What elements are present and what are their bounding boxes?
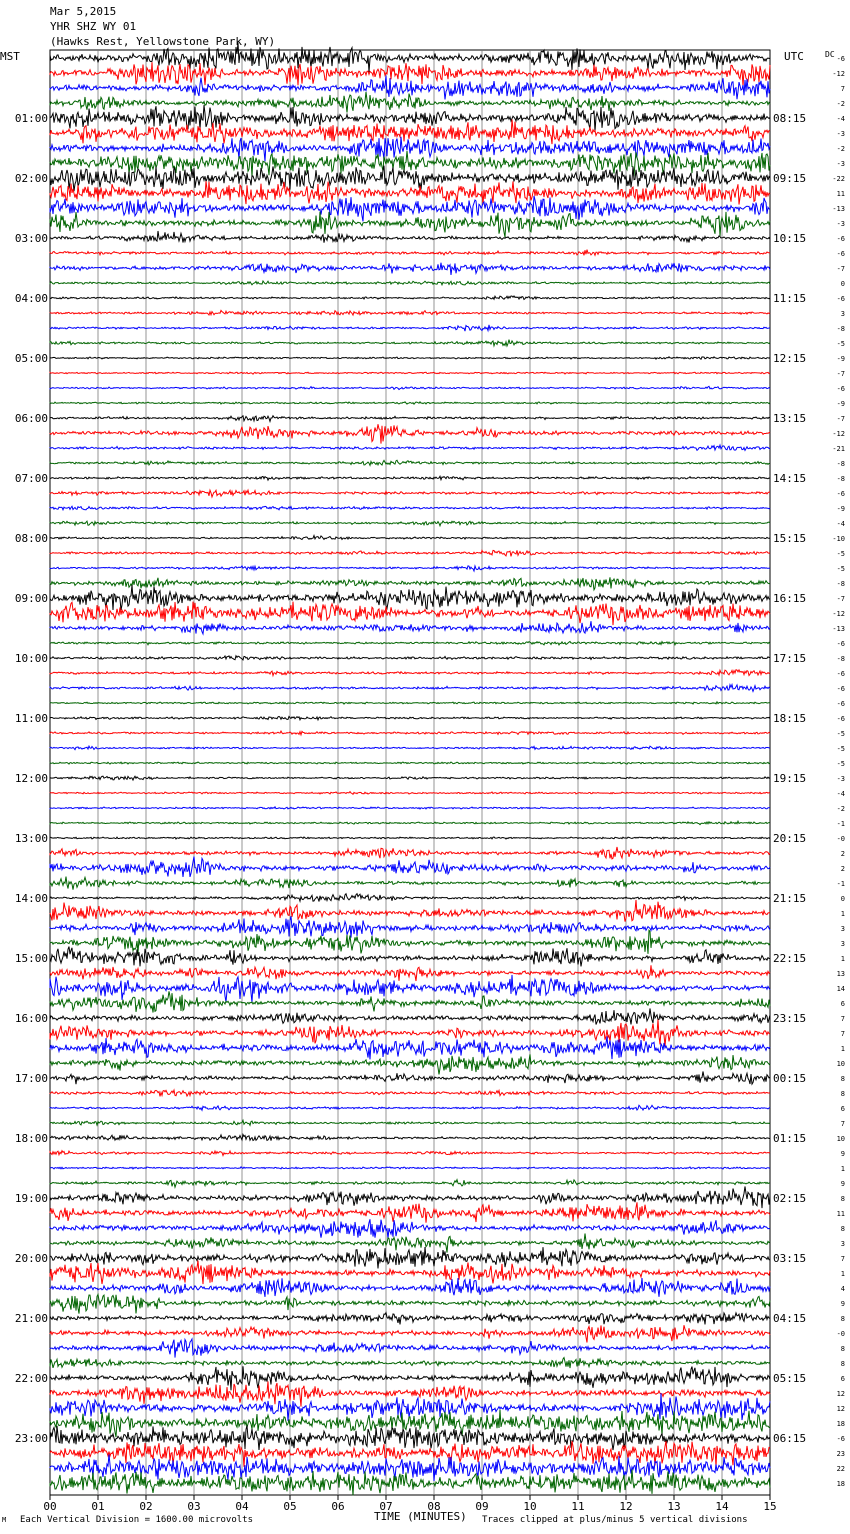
- seismic-trace: [50, 372, 770, 374]
- dc-offset-label: -12: [832, 610, 845, 618]
- utc-hour-label: 04:15: [773, 1312, 807, 1325]
- dc-offset-label: -0: [836, 1330, 845, 1338]
- dc-offset-label: 9: [840, 1150, 845, 1158]
- x-tick-label: 01: [91, 1500, 105, 1513]
- mst-hour-label: 01:00: [14, 112, 48, 125]
- station-location: (Hawks Rest, Yellowstone Park, WY): [50, 35, 276, 48]
- seismic-trace: [50, 930, 770, 954]
- dc-offset-label: -4: [836, 790, 845, 798]
- mst-axis-label: MST: [0, 50, 20, 63]
- utc-hour-label: 00:15: [773, 1072, 807, 1085]
- seismic-trace: [50, 1294, 770, 1313]
- dc-offset-label: -8: [836, 460, 845, 468]
- utc-hour-label: 16:15: [773, 592, 807, 605]
- x-tick-label: 09: [475, 1500, 489, 1513]
- dc-offset-label: -5: [836, 565, 845, 573]
- dc-offset-label: -2: [836, 805, 845, 813]
- dc-offset-label: -6: [836, 1435, 845, 1443]
- dc-offset-label: -22: [832, 175, 845, 183]
- dc-offset-label: -13: [832, 205, 845, 213]
- seismic-trace: [50, 821, 770, 824]
- seismic-trace: [50, 857, 770, 877]
- dc-offset-label: -2: [836, 100, 845, 108]
- x-axis-title: TIME (MINUTES): [374, 1510, 467, 1523]
- seismic-trace: [50, 92, 770, 113]
- seismic-trace: [50, 685, 770, 692]
- dc-offset-label: 12: [836, 1390, 845, 1398]
- seismic-trace: [50, 1278, 770, 1297]
- dc-offset-label: -9: [836, 505, 845, 513]
- seismic-trace: [50, 792, 770, 795]
- seismic-trace: [50, 1381, 770, 1406]
- dc-axis-label: DC: [825, 50, 835, 59]
- dc-offset-label: -8: [836, 580, 845, 588]
- mst-hour-label: 14:00: [14, 892, 48, 905]
- seismic-trace: [50, 506, 770, 510]
- utc-hour-label: 09:15: [773, 172, 807, 185]
- seismic-trace: [50, 521, 770, 526]
- utc-hour-label: 11:15: [773, 292, 807, 305]
- mst-hour-label: 10:00: [14, 652, 48, 665]
- dc-offset-label: 2: [840, 865, 845, 873]
- seismic-trace: [50, 947, 770, 967]
- seismic-trace: [50, 776, 770, 780]
- dc-offset-label: 1: [840, 1165, 845, 1173]
- seismic-trace: [50, 1151, 770, 1156]
- seismic-trace: [50, 1219, 770, 1238]
- dc-offset-label: -6: [836, 640, 845, 648]
- dc-offset-label: 8: [840, 1075, 845, 1083]
- mst-hour-label: 19:00: [14, 1192, 48, 1205]
- utc-hour-label: 18:15: [773, 712, 807, 725]
- mst-hour-label: 22:00: [14, 1372, 48, 1385]
- seismic-trace: [50, 1054, 770, 1074]
- mst-hour-label: 04:00: [14, 292, 48, 305]
- seismic-trace: [50, 762, 770, 764]
- seismic-trace: [50, 1180, 770, 1188]
- dc-offset-label: 1: [840, 1045, 845, 1053]
- seismic-trace: [50, 402, 770, 404]
- utc-hour-label: 20:15: [773, 832, 807, 845]
- dc-offset-label: -12: [832, 70, 845, 78]
- dc-offset-label: 6: [840, 1000, 845, 1008]
- dc-offset-label: 8: [840, 1225, 845, 1233]
- dc-offset-label: -7: [836, 370, 845, 378]
- dc-offset-label: 3: [840, 1240, 845, 1248]
- dc-offset-label: -9: [836, 400, 845, 408]
- x-tick-label: 08: [427, 1500, 441, 1513]
- x-tick-label: 05: [283, 1500, 297, 1513]
- utc-hour-label: 17:15: [773, 652, 807, 665]
- mst-hour-label: 15:00: [14, 952, 48, 965]
- mst-hour-label: 12:00: [14, 772, 48, 785]
- dc-offset-label: 0: [840, 280, 845, 288]
- dc-offset-label: -21: [832, 445, 845, 453]
- dc-offset-label: 12: [836, 1405, 845, 1413]
- seismic-trace: [50, 1339, 770, 1358]
- seismic-trace: [50, 965, 770, 981]
- x-tick-label: 07: [379, 1500, 393, 1513]
- dc-offset-label: 18: [836, 1480, 845, 1488]
- utc-hour-label: 15:15: [773, 532, 807, 545]
- dc-offset-label: 1: [840, 910, 845, 918]
- dc-offset-label: -6: [836, 385, 845, 393]
- dc-offset-label: 1: [840, 955, 845, 963]
- seismic-trace: [50, 1036, 770, 1059]
- dc-offset-label: -5: [836, 730, 845, 738]
- dc-offset-label: -6: [836, 685, 845, 693]
- dc-offset-label: 0: [840, 895, 845, 903]
- dc-offset-label: 3: [840, 925, 845, 933]
- dc-offset-label: 1: [840, 1270, 845, 1278]
- seismic-trace: [50, 656, 770, 660]
- dc-offset-label: 11: [836, 190, 845, 198]
- dc-offset-label: 3: [840, 940, 845, 948]
- utc-hour-label: 14:15: [773, 472, 807, 485]
- seismic-trace: [50, 1234, 770, 1253]
- seismic-trace: [50, 1020, 770, 1047]
- dc-offset-label: -8: [836, 655, 845, 663]
- x-tick-label: 15: [763, 1500, 777, 1513]
- mst-hour-label: 16:00: [14, 1012, 48, 1025]
- seismic-trace: [50, 746, 770, 750]
- dc-offset-label: 13: [836, 970, 845, 978]
- seismic-trace: [50, 536, 770, 540]
- seismic-trace: [50, 281, 770, 285]
- seismic-trace: [50, 566, 770, 571]
- utc-hour-label: 22:15: [773, 952, 807, 965]
- seismic-trace: [50, 877, 770, 890]
- seismic-trace: [50, 325, 770, 331]
- seismic-trace: [50, 975, 770, 1003]
- mst-hour-label: 05:00: [14, 352, 48, 365]
- seismic-trace: [50, 1008, 770, 1024]
- mst-hour-label: 17:00: [14, 1072, 48, 1085]
- seismic-trace: [50, 731, 770, 735]
- seismic-trace: [50, 231, 770, 243]
- seismic-trace: [50, 1105, 770, 1110]
- seismic-trace: [50, 837, 770, 839]
- utc-hour-label: 03:15: [773, 1252, 807, 1265]
- dc-offset-label: 3: [840, 310, 845, 318]
- dc-offset-label: -8: [836, 475, 845, 483]
- dc-offset-label: -7: [836, 415, 845, 423]
- mst-hour-label: 03:00: [14, 232, 48, 245]
- dc-offset-label: -9: [836, 355, 845, 363]
- x-tick-label: 06: [331, 1500, 345, 1513]
- utc-hour-label: 05:15: [773, 1372, 807, 1385]
- dc-offset-label: -13: [832, 625, 845, 633]
- mst-hour-label: 09:00: [14, 592, 48, 605]
- seismic-trace: [50, 847, 770, 859]
- dc-offset-label: -3: [836, 220, 845, 228]
- dc-offset-label: -5: [836, 760, 845, 768]
- dc-offset-label: 2: [840, 850, 845, 858]
- utc-hour-label: 19:15: [773, 772, 807, 785]
- seismic-trace: [50, 1325, 770, 1342]
- utc-hour-label: 13:15: [773, 412, 807, 425]
- seismic-trace: [50, 105, 770, 131]
- dc-offset-label: 8: [840, 1315, 845, 1323]
- mst-hour-label: 08:00: [14, 532, 48, 545]
- seismic-trace: [50, 357, 770, 359]
- mst-hour-label: 23:00: [14, 1432, 48, 1445]
- seismic-trace: [50, 120, 770, 145]
- mst-hour-label: 20:00: [14, 1252, 48, 1265]
- dc-offset-label: -6: [836, 235, 845, 243]
- mst-hour-label: 21:00: [14, 1312, 48, 1325]
- seismic-trace: [50, 296, 770, 300]
- dc-offset-label: -7: [836, 595, 845, 603]
- dc-offset-label: -6: [836, 55, 845, 63]
- mst-hour-label: 18:00: [14, 1132, 48, 1145]
- seismic-trace: [50, 386, 770, 389]
- dc-offset-label: 22: [836, 1465, 845, 1473]
- dc-offset-label: 7: [840, 1255, 845, 1263]
- station-code: YHR SHZ WY 01: [50, 20, 137, 33]
- seismic-trace: [50, 717, 770, 720]
- seismic-trace: [50, 642, 770, 645]
- seismic-trace: [50, 991, 770, 1012]
- seismic-trace: [50, 916, 770, 937]
- seismic-trace: [50, 490, 770, 497]
- seismic-trace: [50, 460, 770, 465]
- seismic-trace: [50, 894, 770, 902]
- dc-offset-label: 10: [836, 1060, 845, 1068]
- dc-offset-label: 8: [840, 1195, 845, 1203]
- dc-offset-label: -4: [836, 520, 845, 528]
- mst-hour-label: 07:00: [14, 472, 48, 485]
- x-tick-label: 10: [523, 1500, 537, 1513]
- dc-offset-label: 7: [840, 85, 845, 93]
- seismic-trace: [50, 1313, 770, 1325]
- dc-offset-label: -6: [836, 700, 845, 708]
- dc-offset-label: -12: [832, 430, 845, 438]
- dc-offset-label: 18: [836, 1420, 845, 1428]
- dc-offset-label: 8: [840, 1360, 845, 1368]
- seismic-trace: [50, 1247, 770, 1268]
- utc-hour-label: 01:15: [773, 1132, 807, 1145]
- dc-offset-label: -0: [836, 835, 845, 843]
- seismic-trace: [50, 340, 770, 346]
- dc-offset-label: -10: [832, 535, 845, 543]
- seismic-trace: [50, 1135, 770, 1141]
- dc-offset-label: 7: [840, 1030, 845, 1038]
- seismic-trace: [50, 702, 770, 704]
- seismic-trace: [50, 250, 770, 256]
- seismic-trace: [50, 476, 770, 480]
- dc-offset-label: -4: [836, 115, 845, 123]
- seismic-trace: [50, 621, 770, 634]
- dc-offset-label: 23: [836, 1450, 845, 1458]
- dc-offset-label: -3: [836, 775, 845, 783]
- mst-hour-label: 02:00: [14, 172, 48, 185]
- x-tick-label: 11: [571, 1500, 585, 1513]
- utc-hour-label: 12:15: [773, 352, 807, 365]
- mst-hour-label: 11:00: [14, 712, 48, 725]
- dc-offset-label: 4: [840, 1285, 845, 1293]
- x-tick-label: 02: [139, 1500, 153, 1513]
- x-tick-label: 03: [187, 1500, 201, 1513]
- seismic-trace: [50, 1187, 770, 1209]
- seismic-trace: [50, 1366, 770, 1390]
- dc-offset-label: -3: [836, 130, 845, 138]
- seismic-trace: [50, 1072, 770, 1085]
- dc-offset-label: -3: [836, 160, 845, 168]
- dc-offset-label: 9: [840, 1180, 845, 1188]
- dc-offset-label: 6: [840, 1375, 845, 1383]
- plot-date: Mar 5,2015: [50, 5, 117, 18]
- utc-hour-label: 23:15: [773, 1012, 807, 1025]
- utc-hour-label: 21:15: [773, 892, 807, 905]
- seismic-trace: [50, 1090, 770, 1096]
- dc-offset-label: 11: [836, 1210, 845, 1218]
- seismic-trace: [50, 310, 770, 315]
- seismic-trace: [50, 1120, 770, 1125]
- seismic-trace: [50, 807, 770, 809]
- utc-hour-label: 08:15: [773, 112, 807, 125]
- dc-offset-label: 7: [840, 1120, 845, 1128]
- seismic-trace: [50, 62, 770, 86]
- dc-offset-label: 8: [840, 1090, 845, 1098]
- axis-labels: [15, 55, 845, 1513]
- dc-offset-label: -6: [836, 715, 845, 723]
- dc-offset-label: -6: [836, 670, 845, 678]
- utc-hour-label: 02:15: [773, 1192, 807, 1205]
- x-tick-label: 13: [667, 1500, 681, 1513]
- corner-mark: M: [2, 1516, 7, 1524]
- dc-offset-label: -7: [836, 265, 845, 273]
- seismic-trace: [50, 424, 770, 443]
- seismogram-traces: [50, 43, 770, 1496]
- mst-hour-label: 06:00: [14, 412, 48, 425]
- x-tick-label: 12: [619, 1500, 633, 1513]
- seismic-trace: [50, 445, 770, 450]
- utc-hour-label: 10:15: [773, 232, 807, 245]
- dc-offset-label: 7: [840, 1015, 845, 1023]
- seismic-trace: [50, 1202, 770, 1222]
- seismic-trace: [50, 602, 770, 626]
- dc-offset-label: -2: [836, 145, 845, 153]
- scale-note: Each Vertical Division = 1600.00 microvolts: [20, 1515, 253, 1525]
- seismic-trace: [50, 181, 770, 204]
- dc-offset-label: -1: [836, 880, 845, 888]
- dc-offset-label: -5: [836, 340, 845, 348]
- dc-offset-label: -6: [836, 490, 845, 498]
- seismic-trace: [50, 196, 770, 222]
- mst-hour-label: 13:00: [14, 832, 48, 845]
- dc-offset-label: 14: [836, 985, 845, 993]
- dc-offset-label: 6: [840, 1105, 845, 1113]
- x-tick-label: 14: [715, 1500, 729, 1513]
- dc-offset-label: 8: [840, 1345, 845, 1353]
- dc-offset-label: -5: [836, 745, 845, 753]
- utc-hour-label: 06:15: [773, 1432, 807, 1445]
- x-tick-label: 00: [43, 1500, 57, 1513]
- dc-offset-label: 10: [836, 1135, 845, 1143]
- clip-note: Traces clipped at plus/minus 5 vertical divisions: [482, 1515, 748, 1525]
- dc-offset-label: -1: [836, 820, 845, 828]
- seismic-trace: [50, 550, 770, 556]
- dc-offset-label: -5: [836, 550, 845, 558]
- seismic-trace: [50, 1167, 770, 1169]
- seismic-trace: [50, 1358, 770, 1368]
- x-tick-label: 04: [235, 1500, 249, 1513]
- seismic-trace: [50, 166, 770, 192]
- seismic-trace: [50, 900, 770, 922]
- seismic-trace: [50, 670, 770, 676]
- utc-axis-label: UTC: [784, 50, 804, 63]
- seismic-trace: [50, 577, 770, 590]
- dc-offset-label: -6: [836, 250, 845, 258]
- dc-offset-label: -6: [836, 295, 845, 303]
- seismic-trace: [50, 263, 770, 275]
- dc-offset-label: -8: [836, 325, 845, 333]
- seismic-trace: [50, 416, 770, 422]
- dc-offset-label: 9: [840, 1300, 845, 1308]
